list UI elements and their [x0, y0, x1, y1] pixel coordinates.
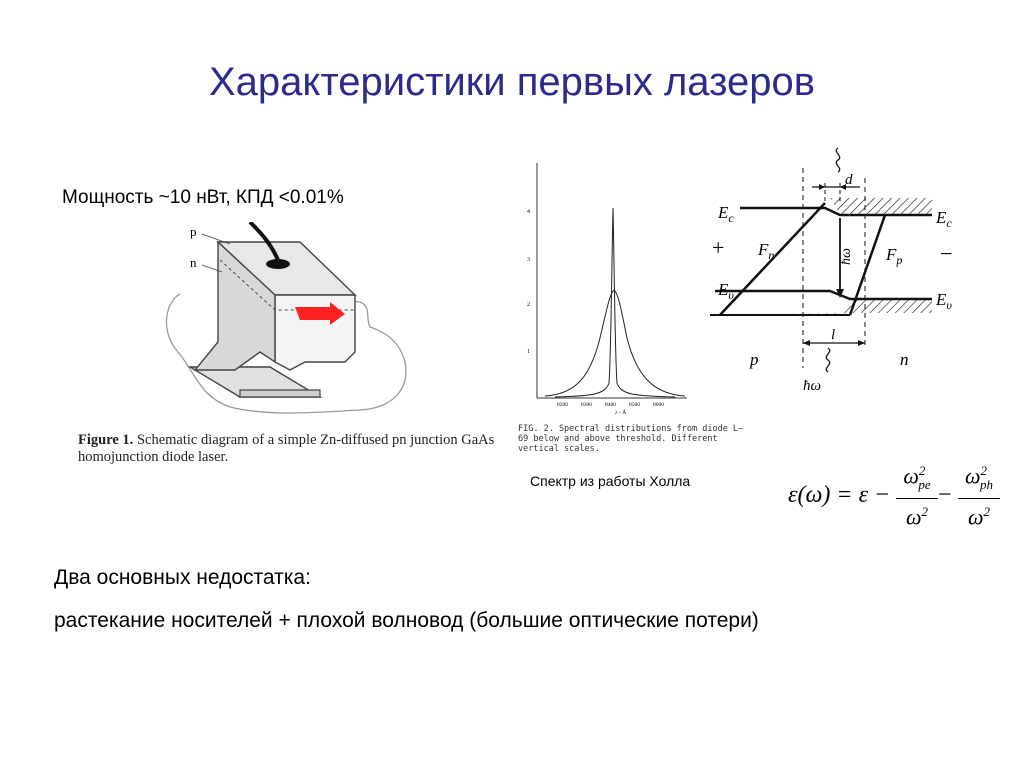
- x-tick-8500: 8500: [629, 402, 640, 408]
- y-tick-1: 1: [527, 349, 530, 355]
- formula-den-pe: $\omega^2$: [905, 503, 929, 530]
- formula-num-pe: $\omega^2_{pe}$: [903, 463, 931, 492]
- x-tick-8600: 8600: [653, 402, 664, 408]
- band-diagram: [700, 143, 970, 403]
- formula-den-ph: $\omega^2$: [967, 503, 991, 530]
- diode-front: [275, 295, 355, 370]
- y-tick-2: 2: [527, 302, 530, 308]
- label-hw-bottom: ħω: [803, 378, 822, 394]
- slide-title: Характеристики первых лазеров: [209, 60, 815, 104]
- label-d: d: [845, 172, 853, 188]
- figure1-caption-text: Schematic diagram of a simple Zn-diffused pn junction GaAs homojunction diode laser.: [78, 432, 495, 465]
- formula-fraction-pe: [896, 458, 938, 530]
- formula-fraction-ph: [958, 458, 1000, 530]
- x-tick-8400: 8400: [605, 402, 616, 408]
- power-efficiency-text: Мощность ~10 нВт, КПД <0.01%: [62, 187, 344, 208]
- label-ev-right: $E_\upsilon$: [936, 290, 952, 312]
- label-p-region: p: [750, 350, 759, 369]
- figure1-caption: [78, 432, 508, 466]
- label-fn: $F_n$: [758, 240, 775, 262]
- diode-laser-schematic: [160, 222, 420, 422]
- label-fp: $F_p$: [886, 245, 903, 267]
- label-minus: −: [940, 241, 953, 266]
- label-ev-left: $E_\upsilon$: [718, 280, 734, 302]
- drawbacks-heading: Два основных недостатка:: [54, 566, 311, 589]
- label-l: l: [831, 327, 836, 343]
- y-tick-3: 3: [527, 257, 530, 263]
- y-tick-4: 4: [527, 209, 530, 215]
- label-p: p: [190, 224, 197, 239]
- figure2-caption: FIG. 2. Spectral distributions from diode L–69 below and above threshold. Different vertical scales.: [518, 424, 744, 454]
- valence-band: [715, 291, 932, 299]
- formula-num-ph: $\omega^2_{ph}$: [964, 463, 994, 492]
- formula-minus: −: [938, 482, 952, 508]
- label-plus: +: [712, 235, 725, 260]
- formula-lhs: ε(ω) = ε −: [788, 482, 891, 508]
- label-n: n: [190, 255, 197, 270]
- x-tick-8200: 8200: [557, 402, 568, 408]
- hall-spectrum-plot: [515, 158, 695, 418]
- dielectric-function-formula: [788, 458, 1008, 528]
- label-ec-left: $E_c$: [718, 203, 734, 225]
- label-n-region: n: [900, 350, 909, 369]
- hall-spectrum-caption: Спектр из работы Холла: [530, 473, 691, 489]
- label-ec-right: $E_c$: [936, 208, 952, 230]
- figure1-caption-label: Figure 1.: [78, 432, 134, 448]
- x-axis-label: λ - Å: [615, 410, 627, 416]
- contact-pad: [266, 259, 290, 269]
- spectrum-above-threshold: [555, 208, 675, 397]
- label-hw-inner: ħω: [839, 248, 854, 265]
- drawbacks-text: растекание носителей + плохой волновод (большие оптические потери): [54, 609, 759, 632]
- x-tick-8300: 8300: [581, 402, 592, 408]
